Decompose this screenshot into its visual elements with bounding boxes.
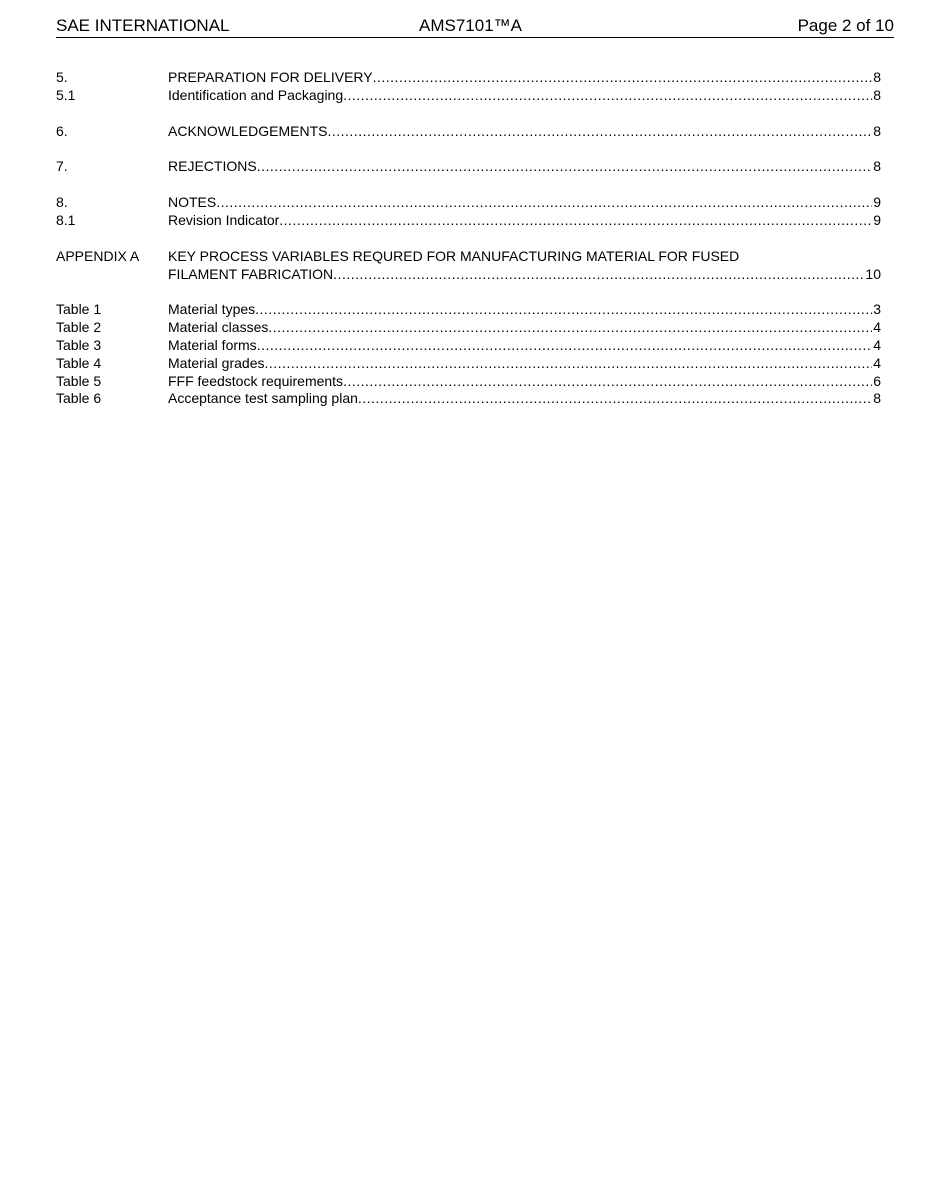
- toc-leader-dots: [343, 87, 872, 105]
- toc-entry-title: PREPARATION FOR DELIVERY: [168, 69, 373, 85]
- toc-leader-dots: [358, 390, 872, 408]
- toc-entry-page: 8: [873, 69, 881, 85]
- toc-entry-number: 7.: [56, 158, 68, 175]
- toc-entry[interactable]: [56, 194, 881, 212]
- toc-leader-dots: [257, 337, 873, 355]
- toc-entry-page: 4: [873, 354, 881, 371]
- toc-entry-number: 5.1: [56, 86, 76, 103]
- toc-entry-page: 4: [873, 336, 881, 353]
- toc-entry-title: Material forms: [168, 336, 257, 353]
- toc-group-section-8: [56, 194, 881, 230]
- toc-table-entry[interactable]: [56, 390, 881, 408]
- toc-entry-page: 8: [873, 158, 881, 175]
- toc-appendix-number: APPENDIX A: [56, 247, 140, 264]
- table-of-contents: [56, 69, 881, 426]
- toc-entry-title: Revision Indicator: [168, 211, 280, 228]
- toc-leader-dots: [333, 266, 864, 284]
- toc-group-appendix-a: [56, 248, 881, 284]
- toc-entry-number: Table 5: [56, 372, 102, 389]
- toc-entry-page: 4: [873, 319, 881, 336]
- toc-entry[interactable]: [56, 158, 881, 176]
- toc-entry[interactable]: [56, 123, 881, 141]
- toc-leader-dots: [257, 158, 873, 176]
- toc-entry-title: FFF feedstock requirements: [168, 372, 344, 389]
- toc-entry-title: NOTES: [168, 194, 217, 211]
- toc-appendix-title-line1: KEY PROCESS VARIABLES REQURED FOR MANUFACTURING MATERIAL FOR FUSED: [168, 247, 740, 264]
- toc-leader-dots: [216, 194, 872, 212]
- toc-entry-page: 9: [873, 211, 881, 228]
- header-organization: SAE INTERNATIONAL: [56, 16, 230, 35]
- toc-table-entry[interactable]: [56, 373, 881, 391]
- toc-appendix-page: 10: [865, 265, 881, 282]
- toc-entry-number: Table 1: [56, 301, 102, 318]
- toc-leader-dots: [373, 69, 873, 87]
- toc-entry-title: Material types: [168, 301, 256, 318]
- toc-appendix-entry-continued[interactable]: [56, 266, 881, 284]
- header-document-number: AMS7101™A: [419, 16, 522, 35]
- toc-entry-page: 9: [873, 194, 881, 211]
- header-page-number: Page 2 of 10: [797, 16, 894, 35]
- toc-entry-title: Material grades: [168, 354, 265, 371]
- toc-entry-page: 8: [873, 122, 881, 139]
- toc-entry[interactable]: [56, 212, 881, 230]
- toc-entry-number: Table 3: [56, 336, 102, 353]
- page-header: [56, 15, 894, 38]
- toc-leader-dots: [268, 319, 872, 337]
- toc-entry-number: 6.: [56, 122, 68, 139]
- toc-entry-title: ACKNOWLEDGEMENTS: [168, 122, 328, 139]
- toc-table-entry[interactable]: [56, 301, 881, 319]
- toc-entry-page: 8: [873, 86, 881, 103]
- toc-entry-page: 6: [873, 372, 881, 389]
- toc-entry-page: 8: [873, 390, 881, 407]
- toc-entry-number: 5.: [56, 69, 68, 85]
- toc-appendix-entry[interactable]: [56, 248, 881, 266]
- toc-entry-number: 8.1: [56, 211, 76, 228]
- toc-entry[interactable]: [56, 87, 881, 105]
- toc-entry-number: 8.: [56, 194, 68, 211]
- toc-leader-dots: [343, 373, 872, 391]
- toc-entry-number: Table 2: [56, 319, 102, 336]
- toc-entry-page: 3: [873, 301, 881, 318]
- toc-entry-number: Table 6: [56, 390, 102, 407]
- toc-entry-number: Table 4: [56, 354, 102, 371]
- toc-entry-title: Acceptance test sampling plan: [168, 390, 358, 407]
- toc-leader-dots: [255, 301, 872, 319]
- toc-leader-dots: [279, 212, 872, 230]
- toc-entry[interactable]: [56, 69, 881, 87]
- toc-table-entry[interactable]: [56, 355, 881, 373]
- toc-entry-title: REJECTIONS: [168, 158, 257, 175]
- toc-entry-title: Material classes: [168, 319, 269, 336]
- toc-entry-title: Identification and Packaging: [168, 86, 344, 103]
- toc-leader-dots: [327, 123, 872, 141]
- toc-group-section-5: [56, 69, 881, 105]
- toc-leader-dots: [265, 355, 873, 373]
- toc-table-entry[interactable]: [56, 319, 881, 337]
- toc-appendix-title-line2: FILAMENT FABRICATION: [168, 265, 334, 282]
- toc-group-section-6: [56, 123, 881, 141]
- toc-group-section-7: [56, 158, 881, 176]
- toc-table-entry[interactable]: [56, 337, 881, 355]
- toc-group-tables: [56, 301, 881, 408]
